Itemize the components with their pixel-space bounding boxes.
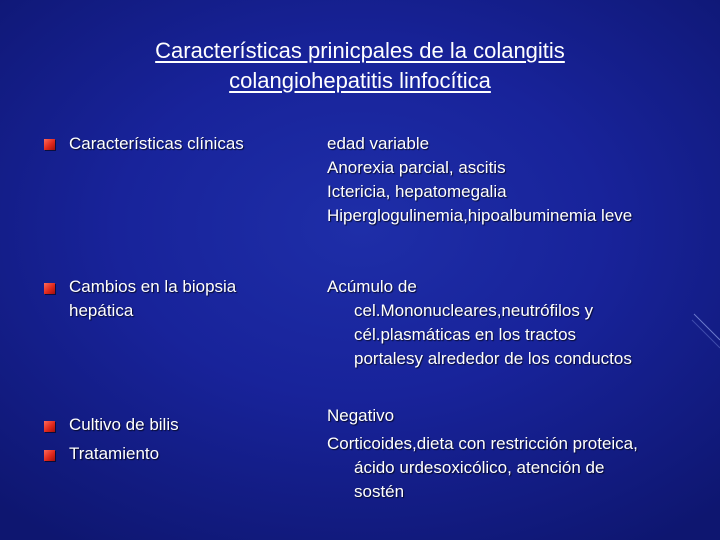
detail-line: Anorexia parcial, ascitis (327, 158, 506, 177)
detail-line: Corticoides,dieta con restricción proteica, (327, 434, 638, 453)
slide-title (0, 36, 720, 96)
detail-line: cel.Mononucleares,neutrófilos y (354, 301, 594, 320)
label-clinical: Características clínicas (69, 134, 244, 153)
label-bile-culture: Cultivo de bilis (69, 415, 179, 434)
detail-line: Acúmulo de (327, 277, 417, 296)
bile-culture-result: Negativo (327, 406, 395, 425)
label-line: hepática (69, 301, 134, 320)
bullet-icon (44, 283, 55, 294)
bullet-icon (44, 421, 55, 432)
bullet-icon (44, 139, 55, 150)
treatment-details (327, 432, 638, 504)
clinical-details (327, 132, 632, 228)
title-line-1: Características prinicpales de la colangitis (155, 38, 565, 63)
detail-line: Hiperglogulinemia,hipoalbuminemia leve (327, 206, 633, 225)
biopsy-details (327, 275, 632, 371)
label-biopsy (69, 275, 236, 323)
detail-line: ácido urdesoxicólico, atención de (354, 458, 605, 477)
label-line: Cambios en la biopsia (69, 277, 237, 296)
title-line-2: colangiohepatitis linfocítica (229, 68, 491, 93)
detail-line: portalesy alrededor de los conductos (354, 349, 632, 368)
detail-line: cél.plasmáticas en los tractos (354, 325, 577, 344)
detail-line: Ictericia, hepatomegalia (327, 182, 507, 201)
bullet-icon (44, 450, 55, 461)
label-treatment: Tratamiento (69, 444, 160, 463)
detail-line: sostén (354, 482, 405, 501)
decorative-stroke-icon (690, 300, 720, 360)
detail-line: edad variable (327, 134, 430, 153)
